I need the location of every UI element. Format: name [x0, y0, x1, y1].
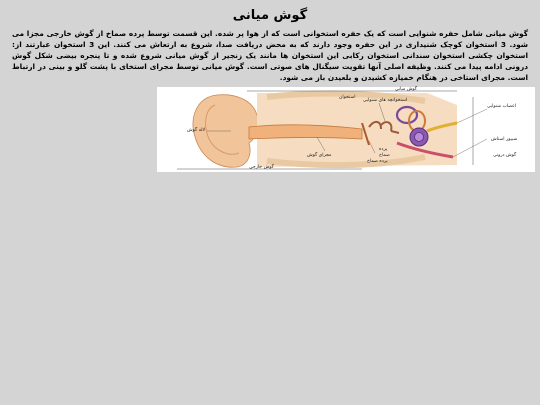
ear-anatomy-diagram — [157, 87, 535, 172]
ear-canal — [249, 125, 362, 139]
body-paragraph: گوش میانی شامل حفره شنوایی است که یک حفره استخوانی است که از هوا پر شده. این قسمت توسط پرده صماخ از گوش خارجی مجزا می شود. 3 استخوان کوچک شنیداری در این حفره وجود دارند که به محض دریافت صدا، شروع به ارتعاش می کنند. این 3 استخوان عبارتند از: استخوان چکشی استخوان سندانی استخوان رکابی این استخوان ها مانند یک زنجیر از گوش میانی شروع شده و تا پنجره بیضی شکل گوش درونی ادامه پیدا می کنند. وظیفه اصلی آنها تقویت سیگنال های صوتی است. گوش میانی توسط مجرای استخای با پشت گلو و بینی در ارتباط است. مجرای استاخی در هنگام خمیازه کشیدن و بلعیدن باز می شود. — [12, 29, 528, 82]
label-outer-ear: گوش خارجی — [249, 165, 274, 170]
label-eardrum: پرده صماخ — [367, 159, 388, 164]
label-eustachian-tube: شیپور استاش — [491, 137, 518, 142]
leader-tube — [453, 139, 487, 157]
label-ossicles: استخوانچه های شنوایی — [363, 98, 408, 103]
slide-title: گوش میانی — [232, 8, 308, 23]
label-middle-ear: گوش میانی — [395, 87, 417, 92]
label-drum-2: صماخ — [379, 153, 390, 158]
label-auditory-nerve: اعصاب شنوایی — [487, 104, 517, 109]
cochlea-inner — [415, 133, 424, 142]
label-drum-1: پرده — [379, 147, 388, 152]
label-pinna: لاله گوش — [187, 128, 206, 133]
label-bone: استخوان — [339, 95, 356, 100]
label-ear-canal: مجرای گوش — [307, 153, 332, 158]
label-inner-ear: گوش درونی — [493, 153, 517, 158]
leader-nerve — [457, 109, 487, 123]
